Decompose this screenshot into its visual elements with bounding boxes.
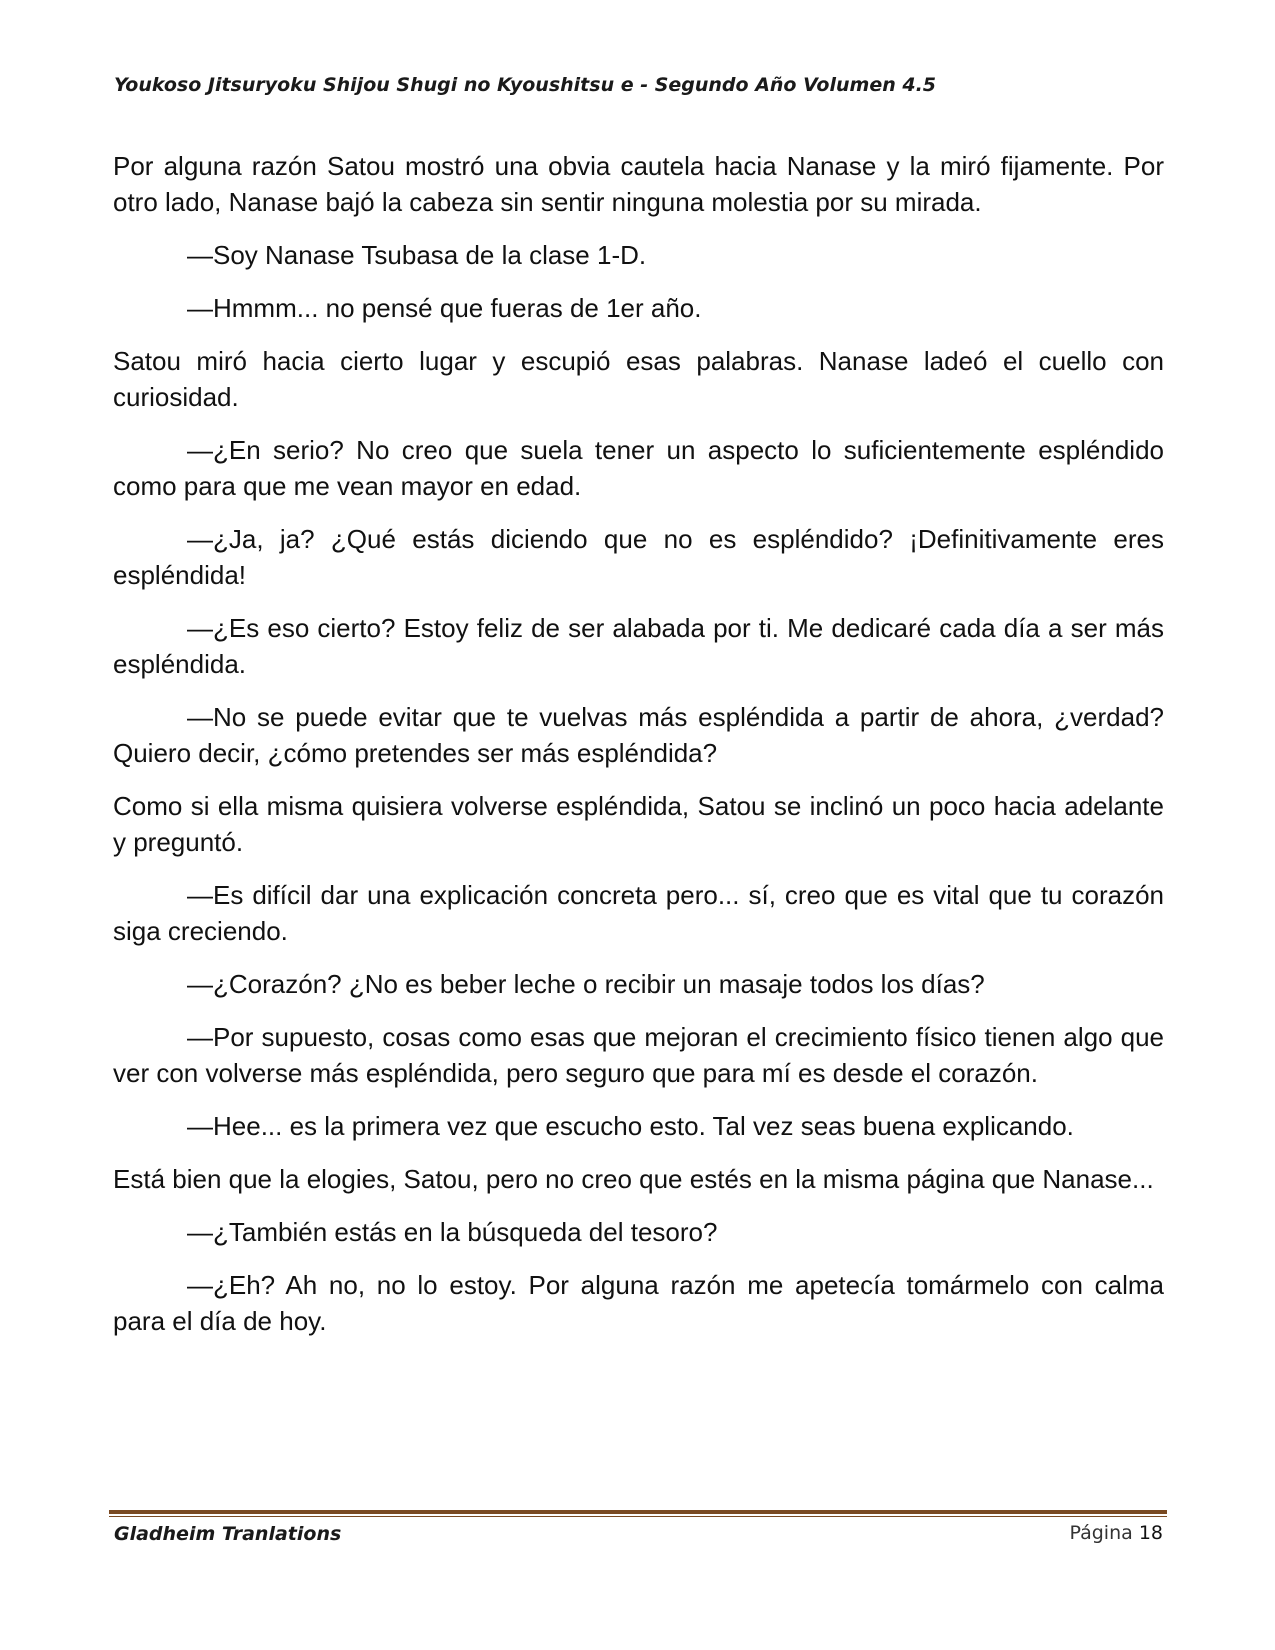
paragraph-3: —Hmmm... no pensé que fueras de 1er año. xyxy=(187,293,702,323)
paragraph-8: —No se puede evitar que te vuelvas más espléndida a partir de ahora, ¿verdad? Quiero decir, ¿cómo pretendes ser más espléndida? xyxy=(113,702,1164,768)
paragraph-10: —Es difícil dar una explicación concreta pero... sí, creo que es vital que tu corazón siga creciendo. xyxy=(113,880,1164,946)
paragraph-12: —Por supuesto, cosas como esas que mejoran el crecimiento físico tienen algo que ver con volverse más espléndida, pero seguro que para mí es desde el corazón. xyxy=(113,1022,1164,1088)
paragraph-7: —¿Es eso cierto? Estoy feliz de ser alabada por ti. Me dedicaré cada día a ser más espléndida. xyxy=(113,613,1164,679)
paragraph-11: —¿Corazón? ¿No es beber leche o recibir un masaje todos los días? xyxy=(187,969,985,999)
paragraph-13: —Hee... es la primera vez que escucho esto. Tal vez seas buena explicando. xyxy=(187,1111,1074,1141)
running-header: Youkoso Jitsuryoku Shijou Shugi no Kyoushitsu e - Segundo Año Volumen 4.5 xyxy=(114,74,937,96)
paragraph-1: Por alguna razón Satou mostró una obvia cautela hacia Nanase y la miró fijamente. Por otro lado, Nanase bajó la cabeza sin sentir ninguna molestia por su mirada. xyxy=(113,151,1164,217)
page-label: Página xyxy=(1069,1522,1133,1544)
footer-divider-thick xyxy=(109,1510,1167,1514)
paragraph-5: —¿En serio? No creo que suela tener un aspecto lo suficientemente espléndido como para que me vean mayor en edad. xyxy=(113,435,1164,501)
paragraph-6: —¿Ja, ja? ¿Qué estás diciendo que no es espléndido? ¡Definitivamente eres espléndida! xyxy=(113,524,1164,590)
paragraph-4: Satou miró hacia cierto lugar y escupió esas palabras. Nanase ladeó el cuello con curiosidad. xyxy=(113,346,1164,412)
publisher-credit: Gladheim Tranlations xyxy=(114,1523,342,1545)
paragraph-14: Está bien que la elogies, Satou, pero no creo que estés en la misma página que Nanase... xyxy=(113,1164,1154,1194)
paragraph-9: Como si ella misma quisiera volverse espléndida, Satou se inclinó un poco hacia adelante y preguntó. xyxy=(113,791,1164,857)
body-text xyxy=(113,148,1164,1356)
footer-divider xyxy=(109,1510,1167,1517)
page-number xyxy=(1069,1522,1163,1544)
paragraph-2: —Soy Nanase Tsubasa de la clase 1-D. xyxy=(187,240,647,270)
footer-divider-thin xyxy=(109,1516,1167,1517)
paragraph-16: —¿Eh? Ah no, no lo estoy. Por alguna razón me apetecía tomármelo con calma para el día de hoy. xyxy=(113,1270,1164,1336)
paragraph-15: —¿También estás en la búsqueda del tesoro? xyxy=(187,1217,718,1247)
page-number-value: 18 xyxy=(1138,1522,1163,1544)
